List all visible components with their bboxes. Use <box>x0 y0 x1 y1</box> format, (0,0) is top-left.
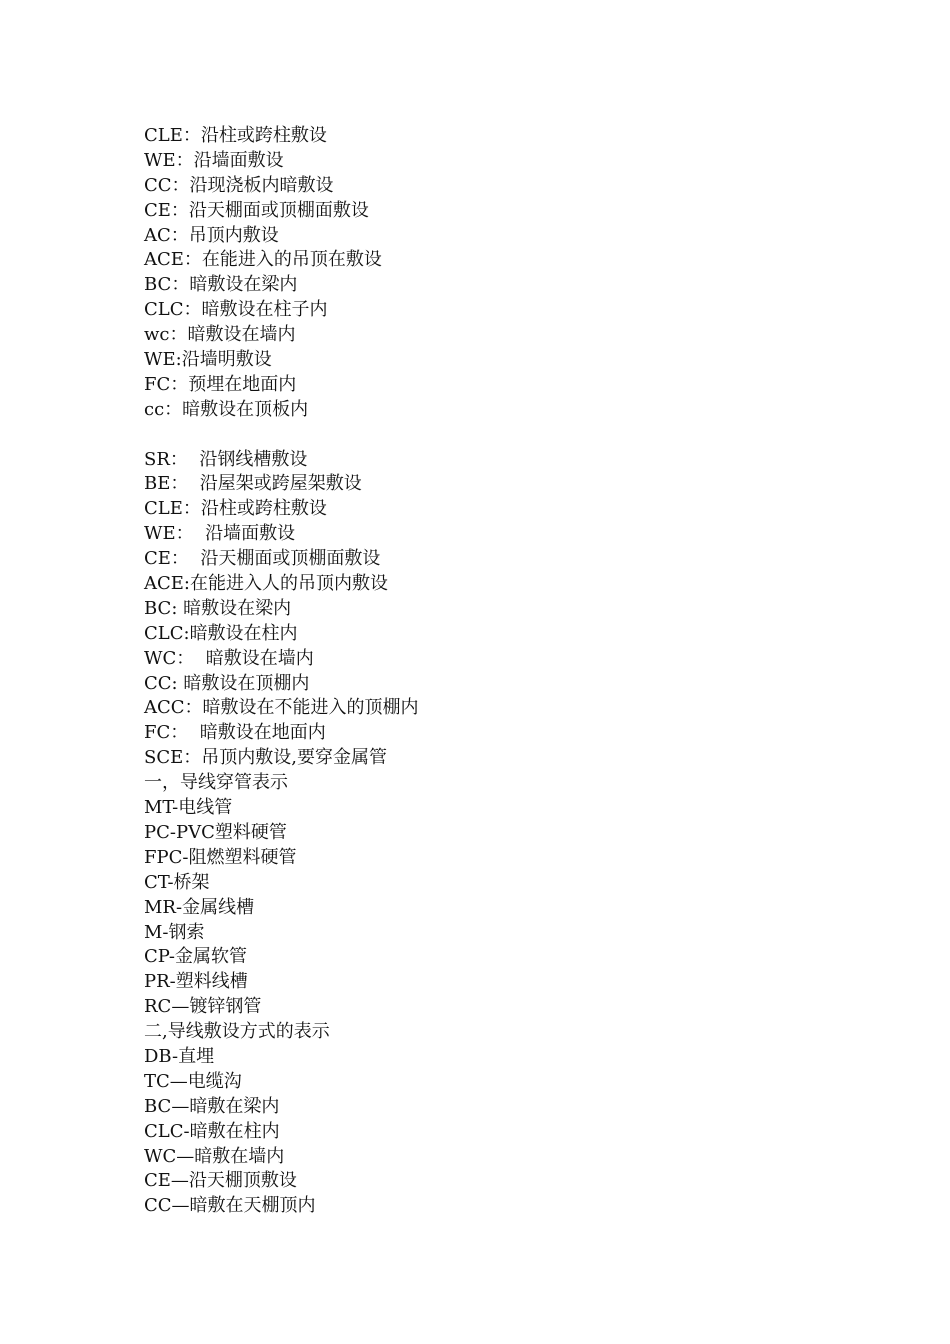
text-line: BC: 暗敷设在梁内 <box>144 597 292 619</box>
text-line: CC：沿现浇板内暗敷设 <box>144 174 334 196</box>
text-line: CT-桥架 <box>144 871 210 893</box>
text-line: BC：暗敷设在梁内 <box>144 274 298 296</box>
section-heading: 一，导线穿管表示 <box>144 772 288 794</box>
text-line: WE：沿墙面敷设 <box>144 149 284 171</box>
text-line: CE：沿天棚面或顶棚面敷设 <box>144 199 369 221</box>
text-line: RC—镀锌钢管 <box>144 996 262 1018</box>
text-line: CE： 沿天棚面或顶棚面敷设 <box>144 548 381 570</box>
text-line: ACC：暗敷设在不能进入的顶棚内 <box>144 697 419 719</box>
text-line: CP-金属软管 <box>144 946 247 968</box>
text-line: M-钢索 <box>144 921 205 943</box>
text-line: CC: 暗敷设在顶棚内 <box>144 672 310 694</box>
text-line: WE： 沿墙面敷设 <box>144 523 296 545</box>
text-line: PR-塑料线槽 <box>144 971 248 993</box>
text-line: CLE：沿柱或跨柱敷设 <box>144 498 327 520</box>
section-heading: 二,导线敷设方式的表示 <box>144 1021 330 1043</box>
text-line: CE—沿天棚顶敷设 <box>144 1170 297 1192</box>
text-line: SCE：吊顶内敷设,要穿金属管 <box>144 747 387 769</box>
text-line: WC—暗敷在墙内 <box>144 1145 285 1167</box>
text-line: CLC-暗敷在柱内 <box>144 1120 280 1142</box>
text-line: CLC：暗敷设在柱子内 <box>144 299 328 321</box>
blank-line <box>144 423 844 448</box>
text-line: ACE：在能进入的吊顶在敷设 <box>144 249 382 271</box>
text-line: WE:沿墙明敷设 <box>144 349 272 371</box>
text-line: FC： 暗敷设在地面内 <box>144 722 326 744</box>
text-line: WC： 暗敷设在墙内 <box>144 647 314 669</box>
text-line: BC—暗敷在梁内 <box>144 1095 280 1117</box>
text-line: CLC:暗敷设在柱内 <box>144 622 298 644</box>
text-line: SR： 沿钢线槽敷设 <box>144 448 308 470</box>
text-line: FPC-阻燃塑料硬管 <box>144 846 297 868</box>
text-line: CLE：沿柱或跨柱敷设 <box>144 125 327 146</box>
text-line: AC：吊顶内敷设 <box>144 224 279 246</box>
text-line: BE： 沿屋架或跨屋架敷设 <box>144 473 362 495</box>
text-block <box>144 124 844 1219</box>
text-line: MT-电线管 <box>144 797 233 819</box>
text-line: CC—暗敷在天棚顶内 <box>144 1195 316 1217</box>
text-line: wc：暗敷设在墙内 <box>144 324 296 346</box>
text-line: FC：预埋在地面内 <box>144 373 297 395</box>
text-line: cc：暗敷设在顶板内 <box>144 398 309 420</box>
text-line: ACE:在能进入人的吊顶内敷设 <box>144 573 388 595</box>
text-line: MR-金属线槽 <box>144 896 255 918</box>
text-line: DB-直埋 <box>144 1045 215 1067</box>
text-line: TC—电缆沟 <box>144 1070 242 1092</box>
text-line: PC-PVC塑料硬管 <box>144 821 287 843</box>
